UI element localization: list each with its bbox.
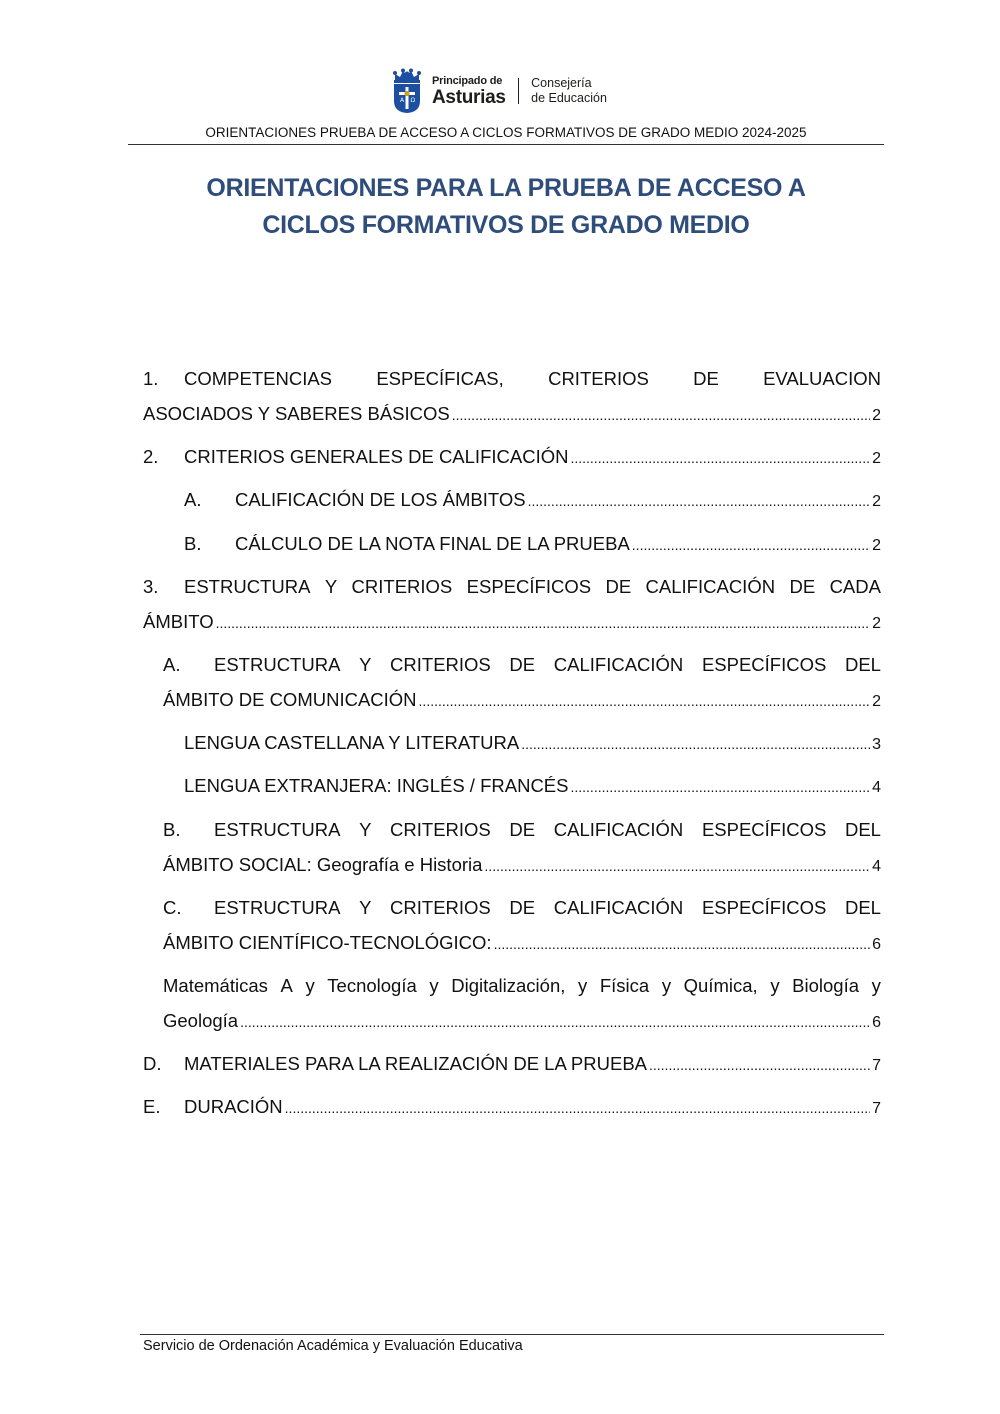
toc-page-number: 2 (872, 692, 881, 710)
toc-text-word: Química, (683, 975, 758, 996)
title-line-1: ORIENTACIONES PARA LA PRUEBA DE ACCESO A (206, 174, 806, 202)
toc-text-word: ESPECÍFICOS (701, 654, 827, 675)
toc-leader-dots (570, 441, 870, 476)
toc-leader-dots (240, 1005, 870, 1040)
toc-text-word: DE (605, 576, 632, 597)
logo-separator (518, 78, 520, 104)
toc-text-word: CRITERIOS (351, 576, 453, 597)
toc-text-word: ESPECÍFICOS (466, 576, 592, 597)
footer-rule (140, 1334, 884, 1335)
toc-entry[interactable] (184, 726, 881, 763)
toc-text-word: A (280, 975, 293, 996)
toc-leader-dots (419, 684, 871, 719)
toc-text-word: CALIFICACIÓN (645, 576, 776, 597)
toc-leader-dots (528, 484, 871, 519)
toc-text-word: y (770, 975, 780, 996)
toc-entry[interactable] (143, 1090, 881, 1127)
toc-entry[interactable] (163, 891, 881, 962)
logo-text-principado: Principado de (432, 74, 503, 87)
header-rule (128, 144, 884, 145)
toc-entry[interactable] (163, 813, 881, 884)
toc-text-word: Tecnología (327, 975, 417, 996)
toc-page-number: 6 (872, 1013, 881, 1031)
toc-number: 2. (143, 446, 159, 467)
principado-asturias-logo (392, 68, 607, 114)
toc-entry-text: CALIFICACIÓN DE LOS ÁMBITOS (235, 489, 526, 510)
toc-page-number: 7 (872, 1057, 881, 1074)
toc-text-word: Y (359, 819, 372, 840)
toc-entry[interactable] (143, 570, 881, 641)
toc-text-word: CRITERIOS (548, 368, 649, 389)
toc-text-word: CRITERIOS (390, 654, 491, 675)
toc-entry[interactable] (143, 362, 881, 433)
toc-text-word: y (305, 975, 315, 996)
toc-leader-dots (494, 927, 871, 962)
toc-text-word: ESPECÍFICAS, (376, 368, 504, 389)
toc-text-word: CALIFICACIÓN (553, 819, 684, 840)
toc-entry-text: ÁMBITO SOCIAL: Geografía e Historia (163, 853, 483, 875)
toc-text-word: CADA (829, 576, 881, 597)
toc-text-word: A. ESTRUCTURA (163, 648, 340, 683)
toc-text-word: ESPECÍFICOS (701, 819, 827, 840)
toc-number: E. (143, 1096, 161, 1117)
toc-entry-text: LENGUA EXTRANJERA: INGLÉS / FRANCÉS (184, 775, 569, 796)
toc-entry[interactable] (143, 440, 881, 477)
toc-entry-text: ÁMBITO DE COMUNICACIÓN (163, 688, 417, 710)
toc-text-word: C. ESTRUCTURA (163, 891, 340, 926)
toc-page-number: 2 (872, 450, 881, 467)
title-line-2: CICLOS FORMATIVOS DE GRADO MEDIO (262, 211, 750, 239)
toc-entry[interactable] (184, 483, 881, 520)
toc-entry[interactable] (184, 769, 881, 806)
toc-number: A. (163, 654, 181, 675)
toc-leader-dots (632, 528, 870, 563)
toc-page-number: 7 (872, 1100, 881, 1117)
toc-text-word: Física (599, 975, 650, 996)
toc-text-word: DE (693, 368, 719, 389)
toc-entry-text: ÁMBITO CIENTÍFICO-TECNOLÓGICO: (163, 931, 492, 953)
toc-number: 3. (143, 576, 159, 597)
toc-text-word: DE (789, 576, 816, 597)
running-header: ORIENTACIONES PRUEBA DE ACCESO A CICLOS FORMATIVOS DE GRADO MEDIO 2024-2025 (205, 125, 807, 140)
toc-text-word: Y (359, 654, 372, 675)
toc-entry-text: LENGUA CASTELLANA Y LITERATURA (184, 732, 520, 753)
toc-page-number: 2 (872, 406, 881, 424)
toc-text-word: y (661, 975, 672, 996)
coat-of-arms-icon (392, 68, 422, 114)
toc-text-word: 1. COMPETENCIAS (143, 362, 332, 397)
toc-entry[interactable] (184, 527, 881, 564)
toc-leader-dots (570, 770, 870, 805)
toc-entry-text: CRITERIOS GENERALES DE CALIFICACIÓN (184, 446, 569, 467)
toc-text-word: y (429, 975, 439, 996)
toc-number: B. (163, 819, 181, 840)
toc-entry[interactable] (163, 648, 881, 719)
toc-entry-text: CÁLCULO DE LA NOTA FINAL DE LA PRUEBA (235, 533, 630, 554)
toc-entry[interactable] (143, 1047, 881, 1084)
toc-text-word: Biología (792, 975, 860, 996)
svg-text:Ω: Ω (410, 97, 416, 104)
toc-page-number: 2 (872, 614, 881, 632)
toc-text-word: Matemáticas (163, 975, 268, 996)
toc-leader-dots (649, 1048, 870, 1083)
toc-page-number: 3 (872, 736, 881, 753)
toc-number: C. (163, 897, 182, 918)
toc-leader-dots (285, 1091, 870, 1126)
toc-entry-text: DURACIÓN (184, 1096, 283, 1117)
logo-text-asturias: Asturias (432, 86, 506, 108)
toc-text-word: DEL (844, 897, 881, 918)
toc-text-word: y (871, 975, 881, 996)
toc-number: A. (184, 489, 202, 510)
toc-number: B. (184, 533, 202, 554)
toc-text-word: DE (509, 897, 536, 918)
toc-text-word: Y (324, 576, 338, 597)
toc-page-number: 6 (872, 935, 881, 953)
toc-text-word: ESPECÍFICOS (701, 897, 827, 918)
svg-text:A: A (400, 97, 405, 104)
toc-leader-dots (484, 849, 870, 884)
toc-text-word: DEL (844, 654, 881, 675)
toc-text-word: DE (509, 654, 536, 675)
document-title (128, 170, 884, 244)
toc-entry-text: Geología (163, 1009, 239, 1031)
toc-text-word: DE (509, 819, 536, 840)
toc-entry-text: ÁMBITO (143, 610, 214, 632)
toc-number: 1. (143, 368, 159, 389)
toc-leader-dots (452, 398, 870, 433)
toc-page-number: 4 (872, 779, 881, 796)
toc-page-number: 4 (872, 857, 881, 875)
toc-text-word: CRITERIOS (390, 897, 491, 918)
toc-page-number: 2 (872, 537, 881, 554)
toc-entry-text: ASOCIADOS Y SABERES BÁSICOS (143, 402, 450, 424)
toc-text-word: 3. ESTRUCTURA (143, 570, 310, 605)
toc-text-word: Y (359, 897, 372, 918)
toc-page-number: 2 (872, 493, 881, 510)
toc-text-word: y (578, 975, 588, 996)
toc-text-word: CALIFICACIÓN (553, 897, 684, 918)
toc-text-word: B. ESTRUCTURA (163, 813, 340, 848)
toc-leader-dots (216, 606, 871, 641)
toc-text-word: CALIFICACIÓN (553, 654, 684, 675)
toc-entry[interactable] (163, 969, 881, 1040)
toc-text-word: CRITERIOS (390, 819, 491, 840)
page-footer: Servicio de Ordenación Académica y Evaluación Educativa (143, 1338, 523, 1354)
toc-text-word: EVALUACION (763, 368, 881, 389)
logo-text-consejeria: Consejería (531, 76, 592, 91)
toc-number: D. (143, 1053, 162, 1074)
toc-text-word: Digitalización, (451, 975, 566, 996)
toc-entry-text: MATERIALES PARA LA REALIZACIÓN DE LA PRUEBA (184, 1053, 647, 1074)
toc-text-word: DEL (844, 819, 881, 840)
logo-text-educacion: de Educación (531, 91, 607, 105)
toc-leader-dots (521, 727, 870, 762)
